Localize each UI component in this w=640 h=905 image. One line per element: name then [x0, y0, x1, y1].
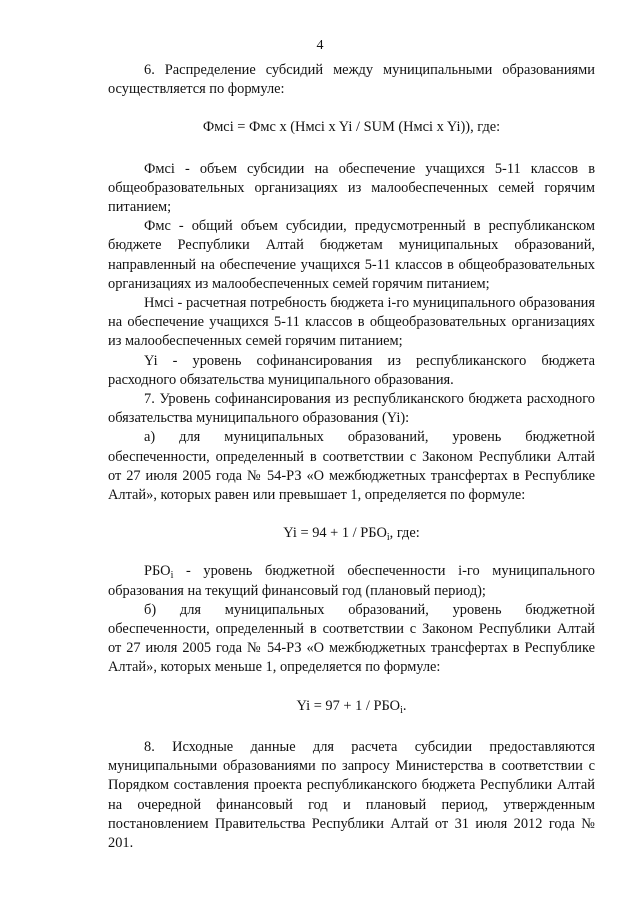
rbo-subscript: i — [170, 570, 174, 582]
formula-subsidy-distribution: Фмсi = Фмс х (Нмсi x Yi / SUM (Нмсi x Yi)), где: — [202, 119, 501, 136]
formula-a-tail: , где: — [389, 525, 420, 542]
section-7-item-b: б) для муниципальных образований, уровень бюджетной обеспеченности, определенный в соответствии с Законом Республики Алтай от 27 июля 2005 года № 54-РЗ «О межбюджетных трансфертах в Республике Алтай», которых меньше 1, определяется по формуле: — [108, 601, 595, 676]
definition-rbo — [108, 562, 595, 600]
definition-nmsi: Нмсi - расчетная потребность бюджета i-го муниципального образования на обеспечение учащихся 5-11 классов в общеобразовательных организациях из малообеспеченных семей горячим питанием; — [108, 295, 595, 350]
definition-yi: Yi - уровень софинансирования из республиканского бюджета расходного обязательства муниципального образования. — [108, 352, 595, 388]
formula-a-subscript: i — [386, 532, 390, 544]
formula-cofinancing-b — [108, 697, 595, 716]
document-body — [108, 61, 595, 853]
formula-b-main: Yi = 97 + 1 / РБО — [296, 697, 401, 714]
formula-b-tail: . — [402, 697, 407, 714]
section-8-text: 8. Исходные данные для расчета субсидии предоставляются муниципальными образованиями по запросу Министерства в соответствии с Порядком составления проекта республиканского бюджета Республики Алтай на очередной финансовый год и плановый период, утвержденным постановлением Правительства Республики Алтай от 31 июля 2012 года № 201. — [108, 738, 595, 851]
formula-b-subscript: i — [400, 704, 403, 716]
definition-fmsi: Фмсi - объем субсидии на обеспечение учащихся 5-11 классов в общеобразовательных организациях из малообеспеченных семей горячим питанием; — [108, 160, 595, 216]
formula-a-main: Yi = 94 + 1 / РБО — [283, 525, 387, 542]
rbo-definition-text: - уровень бюджетной обеспеченности i-го муниципального образования на текущий финансовый год (плановый период); — [108, 563, 595, 599]
page-number: 4 — [316, 38, 324, 53]
section-7-item-a: а) для муниципальных образований, уровень бюджетной обеспеченности, определенный в соответствии с Законом Республики Алтай от 27 июля 2005 года № 54-РЗ «О межбюджетных трансфертах в Республике Алтай», которых равен или превышает 1, определяется по формуле: — [108, 429, 595, 504]
section-7-intro: 7. Уровень софинансирования из республиканского бюджета расходного обязательства муниципального образования (Yi): — [108, 391, 595, 427]
formula-cofinancing-a — [108, 524, 595, 543]
rbo-symbol: РБО — [144, 563, 171, 580]
definition-fms: Фмс - общий объем субсидии, предусмотренный в республиканском бюджете Республики Алтай бюджетам муниципальных образований, направленный на обеспечение учащихся 5-11 классов в общеобразовательных организациях из малообеспеченных семей горячим питанием; — [108, 218, 595, 292]
section-6-intro: 6. Распределение субсидий между муниципальными образованиями осуществляется по формуле: — [108, 62, 595, 98]
